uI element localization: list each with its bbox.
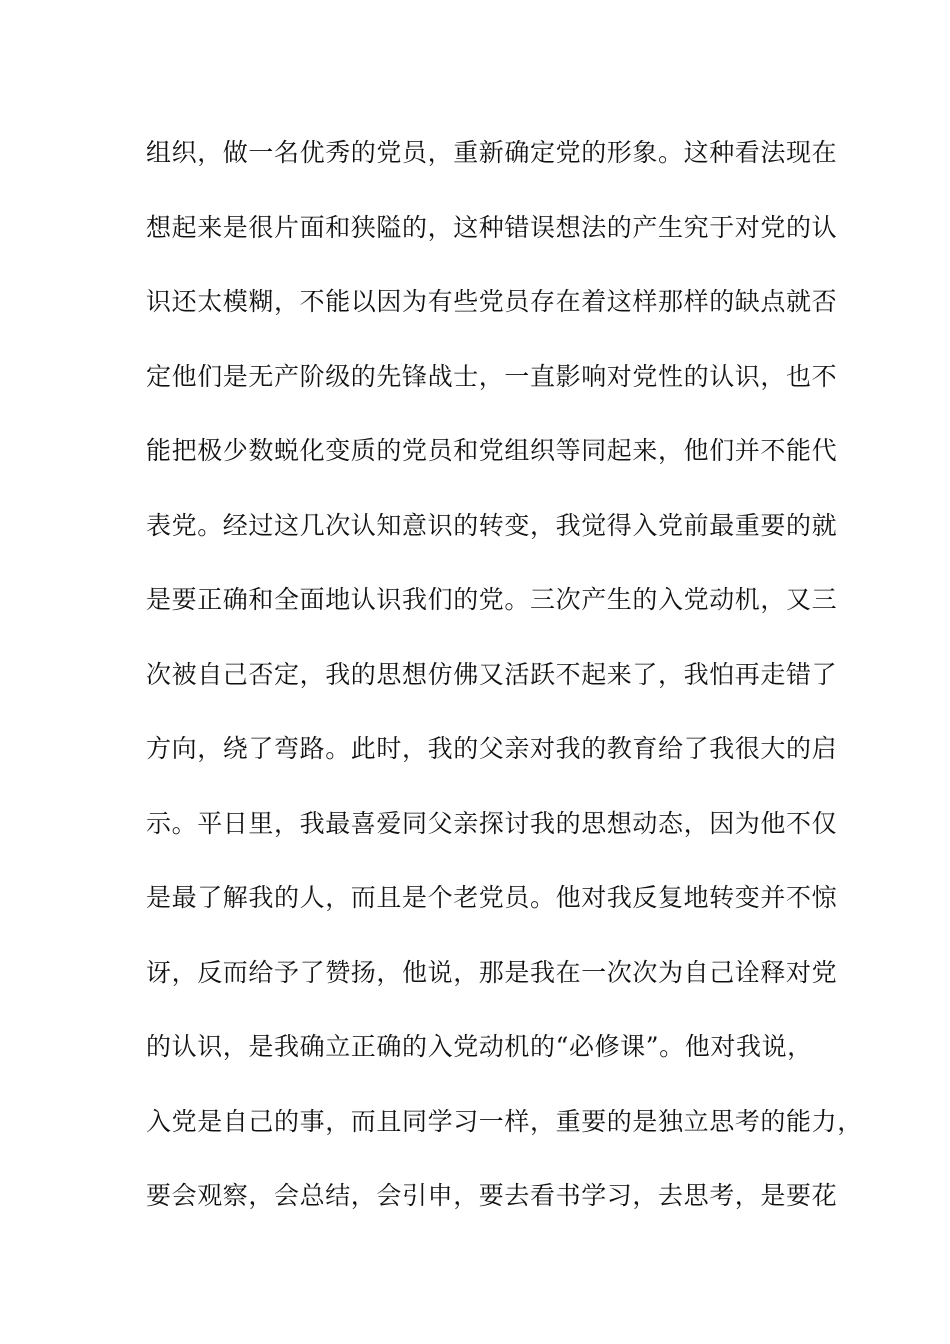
text-line: 能把极少数蜕化变质的党员和党组织等同起来，他们并不能代 [146,436,838,465]
text-line: 要会观察，会总结，会引申，要去看书学习，去思考，是要花 [146,1181,838,1210]
text-line: 的认识，是我确立正确的入党动机的“必修课”。他对我说， [146,1032,813,1061]
text-line: 组织，做一名优秀的党员，重新确定党的形象。这种看法现在 [146,138,838,167]
text-line: 方向，绕了弯路。此时，我的父亲对我的教育给了我很大的启 [146,734,838,763]
text-line: 示。平日里，我最喜爱同父亲探讨我的思想动态，因为他不仅 [146,808,838,838]
text-line: 次被自己否定，我的思想仿佛又活跃不起来了，我怕再走错了 [146,659,838,689]
text-line: 讶，反而给予了赞扬，他说，那是我在一次次为自己诠释对党 [146,957,838,987]
text-line: 是最了解我的人，而且是个老党员。他对我反复地转变并不惊 [146,883,838,912]
text-line: 想起来是很片面和狭隘的，这种错误想法的产生究于对党的认 [146,212,838,242]
text-line: 表党。经过这几次认知意识的转变，我觉得入党前最重要的就 [146,510,838,540]
text-line: 入党是自己的事，而且同学习一样，重要的是独立思考的能力， [146,1106,863,1136]
body-text [146,132,863,1250]
text-line: 是要正确和全面地认识我们的党。三次产生的入党动机，又三 [146,585,838,614]
text-line: 定他们是无产阶级的先锋战士，一直影响对党性的认识，也不 [146,361,838,391]
text-line: 识还太模糊，不能以因为有些党员存在着这样那样的缺点就否 [146,287,838,316]
